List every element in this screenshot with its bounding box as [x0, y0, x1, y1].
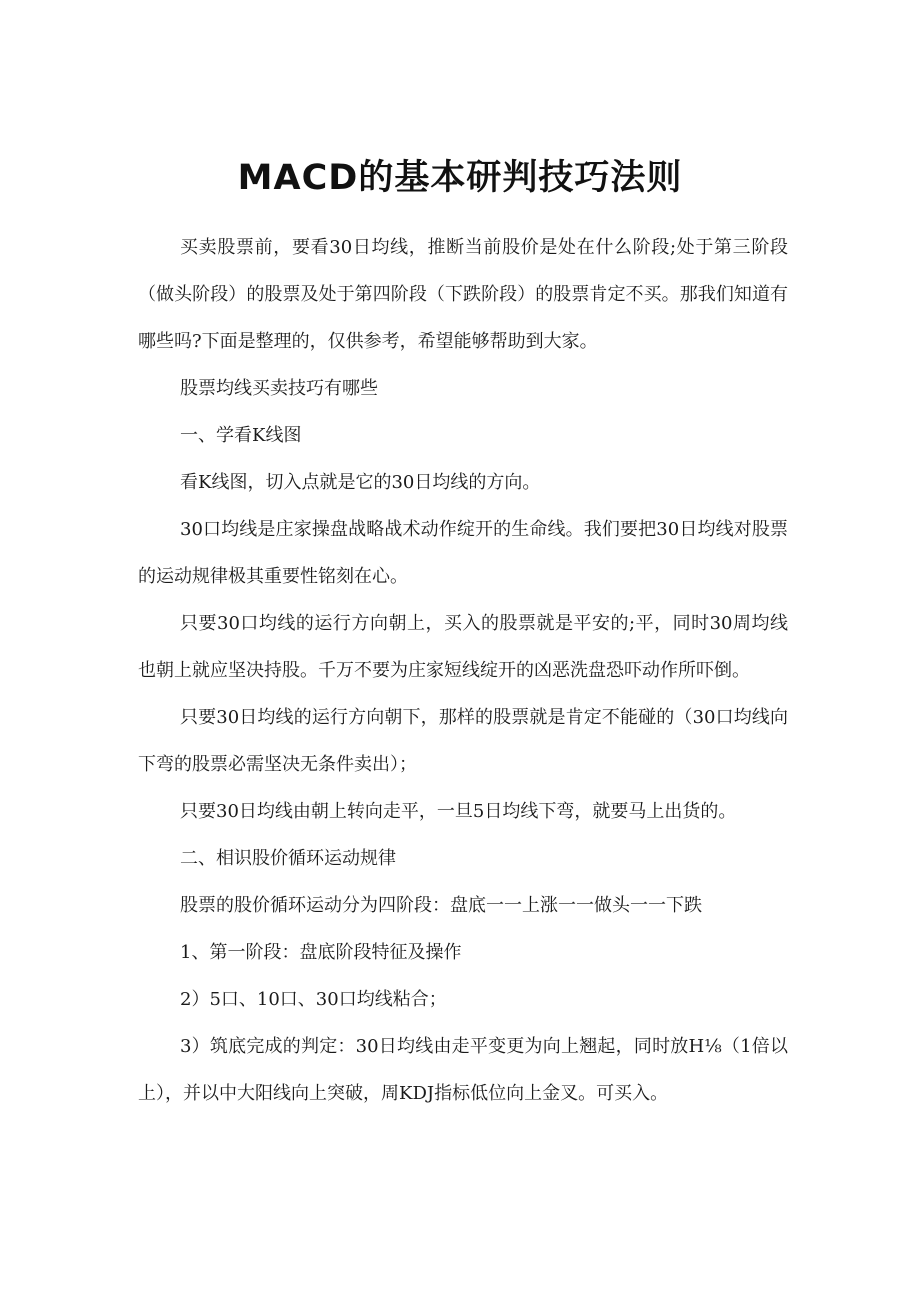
- paragraph-flat-exit: 只要30日均线由朝上转向走平，一旦5日均线下弯，就要马上出货的。: [180, 801, 737, 822]
- paragraph-heading-k-chart: 一、学看K线图: [180, 425, 302, 446]
- paragraph-four-stages: 股票的股价循环运动分为四阶段：盘底一一上涨一一做头一一下跌: [180, 895, 702, 916]
- paragraph-k-chart-entry: 看K线图，切入点就是它的30日均线的方向。: [180, 472, 541, 493]
- paragraph-section-heading: 股票均线买卖技巧有哪些: [180, 378, 378, 399]
- document-title: MACD的基本研判技巧法则: [237, 158, 683, 198]
- paragraph-ma-converge: 2）5口、10口、30口均线粘合；: [180, 989, 447, 1010]
- paragraph-intro: 买卖股票前，要看30日均线，推断当前股价是处在什么阶段;处于第三阶段（做头阶段）的股票及处于第四阶段（下跌阶段）的股票肯定不买。那我们知道有哪些吗?下面是整理的，仅供参考，希望能够帮助到大家。: [138, 237, 788, 352]
- paragraph-upward-hold: 只要30口均线的运行方向朝上，买入的股票就是平安的;平，同时30周均线也朝上就应坚决持股。千万不要为庄家短线绽开的凶恶洗盘恐吓动作所吓倒。: [138, 613, 788, 681]
- paragraph-30-day-lifeline: 30口均线是庄家操盘战略战术动作绽开的生命线。我们要把30日均线对股票的运动规律极其重要性铭刻在心。: [138, 519, 788, 587]
- paragraph-stage-one: 1、第一阶段：盘底阶段特征及操作: [180, 942, 462, 963]
- paragraph-heading-cycle: 二、相识股价循环运动规律: [180, 848, 396, 869]
- paragraph-bottom-confirm: 3）筑底完成的判定：30日均线由走平变更为向上翘起，同时放H⅛（1倍以上），并以中大阳线向上突破，周KDJ指标低位向上金叉。可买入。: [138, 1036, 788, 1104]
- paragraph-downward-sell: 只要30日均线的运行方向朝下，那样的股票就是肯定不能碰的（30口均线向下弯的股票必需坚决无条件卖出）；: [138, 707, 788, 775]
- document-body: [138, 224, 788, 1117]
